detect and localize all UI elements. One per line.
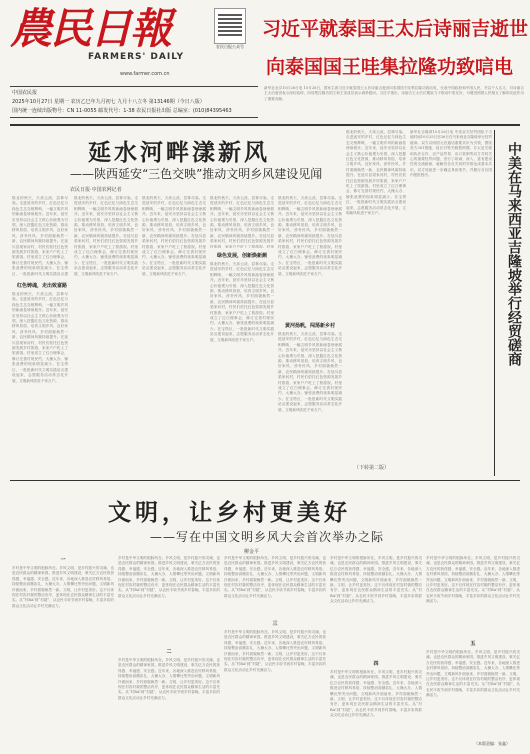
- commentary-text-column: 乡村是中华文明的根脉所在。乡风文明，是乡村振兴的灵魂，也是农民群众的精神家园。推进乡风文明建设，事关亿万农民的获得感、幸福感、安全感。近年来，各地深入推进农村移风易俗，持续整治高额彩礼、大操大办、人情攀比等突出问题，文明新风扑面而来，乡村面貌焕然一新。文明，让乡村更美好。这不仅体现在村容村貌的整洁有序，更体现在农民群众精神生活的丰富充实。从“村BA”到“村超”，从农民丰收节到乡村春晚，丰富多彩的群众文化活动让乡村充满活力。: [426, 556, 520, 604]
- article-text-column: 陕北的秋天，天高云淡，层林尽染。走进延安的乡村，红色记忆与绿色生态交相辉映，一幅文明乡风的新画卷徐徐展开。近年来，延安市坚持以社会主义核心价值观为引领，深入挖掘红色文化资源，推动移风易俗，培育文明乡风、良好家风、淳朴民风，乡村面貌焕然一新，农民精神风貌持续提升。在延川县梁家河村，村民们依托红色资源发展乡村旅游，家家户户吃上了旅游饭。村里成立了红白理事会，修订完善村规民约，大操大办、铺张浪费的现象明显减少。在宝塔区，一批批新时代文明实践站点建: [12, 196, 68, 276]
- commentary-text-column: 乡村是中华文明的根脉所在。乡风文明，是乡村振兴的灵魂，也是农民群众的精神家园。推进乡风文明建设，事关亿万农民的获得感、幸福感、安全感。近年来，各地深入推进农村移风易俗，持续整治高额彩礼、大操大办、人情攀比等突出问题，文明新风扑面而来，乡村面貌焕然一新。文明，让乡村更美好。这不仅体现在村容村貌的整洁有序，更体现在农民群众精神生活的丰富充实。从“村BA”到“村超”，从农民丰收节到乡村春晚，丰富多彩的群众文化活动让乡村充满活力。: [118, 556, 220, 598]
- part-number: 三: [272, 621, 278, 627]
- divider: [494, 130, 495, 476]
- side-story-text: 新华社吉隆坡10月26日电 中美双方经贸团队于当地时间10月25日至26日在马来西亚吉隆坡举行经贸磋商。双方以两国元首通话重要共识为引领，围绕美方301措施、延长对等关税暂停期、芬太尼关税和执法合作、农产品贸易、出口管制等双方共同关心的重要经贸问题，进行了坦诚、深入、富有建设性的交流磋商，就解决各自关切的安排达成基本共识。双方同意进一步确定具体细节，并履行各自国内报批程序。: [410, 130, 492, 178]
- section-heading: 红色铸魂，走出致富路: [16, 283, 67, 289]
- article-text-column: 陕北的秋天，天高云淡，层林尽染。走进延安的乡村，红色记忆与绿色生态交相辉映，一幅文明乡风的新画卷徐徐展开。近年来，延安市坚持以社会主义核心价值观为引领，深入挖掘红色文化资源，推动移风易俗，培育文明乡风、良好家风、淳朴民风，乡村面貌焕然一新，农民精神风貌持续提升。在延川县梁家河村，村民们依托红色资源发展乡村旅游，家家户户吃上了旅游饭。村里: [210, 196, 274, 248]
- continued-note: （下转第二版）: [354, 465, 390, 471]
- issue-info-bar: [10, 86, 258, 118]
- article-text-column: 陕北的秋天，天高云淡，层林尽染。走进延安的乡村，红色记忆与绿色生态交相辉映，一幅文明乡风的新画卷徐徐展开。近年来，延安市坚持以社会主义核心价值观为引领，深入挖掘红色文化资源，推动移风易俗，培育文明乡风、良好家风、淳朴民风，乡村面貌焕然一新，农民精神风貌持续提升。在延川县梁家河村，村民们依托红色资源发展乡村旅游，家家户户吃上了旅游饭。村里成立了红白理事会，修订完善村规民约，大操大办、铺张浪费的现象明显减少。在宝塔区，一批批新时代文明实践站点建设起来，志愿服务活动常态化开展，文明新风吹进千家万户。: [278, 332, 342, 412]
- article-title[interactable]: 延水河畔漾新风: [88, 139, 270, 166]
- commentary-author: 柳金平: [244, 549, 260, 555]
- lead-headline-line1[interactable]: 习近平就泰国王太后诗丽吉逝世: [262, 18, 529, 40]
- article-text-column: 陕北的秋天，天高云淡，层林尽染。走进延安的乡村，红色记忆与绿色生态交相辉映，一幅文明乡风的新画卷徐徐展开。近年来，延安市坚持以社会主义核心价值观为引领，深入挖掘红色文化资源，推动移风易俗，培育文明乡风、良好家风、淳朴民风，乡村面貌焕然一新，农民精神风貌持续提升。在延川县梁家河村，村民们依托红色资源发展乡村旅游，家家户户吃上了旅游饭。村里成立了红白理事会，修订完善村规民约，大操大办、铺张浪费的现象明显减少。在宝塔区，一批批新时代文明实践站点建设起来，志愿服务活动常态化开展，文明新风吹进千家万户。: [142, 196, 206, 276]
- section-heading: 黄河扬帆，闯荡新乡村: [284, 323, 335, 329]
- article-byline: 农民日报·中国农网记者: [70, 187, 122, 193]
- commentary-title[interactable]: 文明，让乡村更美好: [108, 500, 351, 526]
- website-url[interactable]: www.farmer.com.cn: [120, 71, 170, 77]
- issue-publisher-row: 国内统一连续出版物号：CN 11-0055 邮发代号：1-38 农民日报社出版 总编室：(010)84395463: [12, 108, 232, 114]
- commentary-text-column: 乡村是中华文明的根脉所在。乡风文明，是乡村振兴的灵魂，也是农民群众的精神家园。推进乡风文明建设，事关亿万农民的获得感、幸福感、安全感。近年来，各地深入推进农村移风易俗，持续整治高额彩礼、大操大办、人情攀比等突出问题，文明新风扑面而来，乡村面貌焕然一新。文明，让乡村更美好。这不仅体现在村容村貌的整洁有序，更体现在农民群众精神生活的丰富充实。从“村BA”到“村超”，从农民丰收节到乡村春晚，丰富多彩的群众文化活动让乡村充满活力。: [224, 630, 326, 672]
- article-text-column: 陕北的秋天，天高云淡，层林尽染。走进延安的乡村，红色记忆与绿色生态交相辉映，一幅文明乡风的新画卷徐徐展开。近年来，延安市坚持以社会主义核心价值观为引领，深入挖掘红色文化资源，推动移风易俗，培育文明乡风、良好家风、淳朴民风，乡村面貌焕然一新，农民精神风貌持续提升。在延川县梁家河村，村民们依托红色资源发展乡村旅游，家家户户吃上了旅游饭。村里成立了红白理事会，修订完善村规民约，大操大办、铺张浪费的现象明显减少。在宝塔区，一批批新时代文明实践站点建设起来，志愿服务活动常态化开展，文明新风吹进千家万户。: [346, 130, 406, 216]
- qr-code-icon: [214, 8, 246, 44]
- commentary-text-column: 乡村是中华文明的根脉所在。乡风文明，是乡村振兴的灵魂，也是农民群众的精神家园。推进乡风文明建设，事关亿万农民的获得感、幸福感、安全感。近年来，各地深入推进农村移风易俗，持续整治高额彩礼、大操大办、人情攀比等突出问题，文明新风扑面而来，乡村面貌焕然一新。文明，让乡村更美好。这不仅体现在村容村貌的整洁有序，更体现在农民群众精神生活的丰富充实。从“村BA”到“村超”，从农民丰收节到乡村春晚，丰富多彩的群众文化活动让乡村充满活力。: [330, 556, 422, 604]
- qr-label: 农民日报公众号: [216, 44, 244, 49]
- commentary-text-column: 乡村是中华文明的根脉所在。乡风文明，是乡村振兴的灵魂，也是农民群众的精神家园。推进乡风文明建设，事关亿万农民的获得感、幸福感、安全感。近年来，各地深入推进农村移风易俗，持续整治高额彩礼、大操大办、人情攀比等突出问题，文明新风扑面而来，乡村面貌焕然一新。文明，让乡村更美好。这不仅体现在村容村貌的整洁有序，更体现在农民群众精神生活的丰富充实。从“村BA”到“村超”，从农民丰收节到乡村春晚，丰富多彩的群众文化活动让乡村充满活力。: [12, 566, 114, 608]
- article-subtitle: ——陕西延安“三色交映”推动文明乡风建设见闻: [70, 167, 323, 181]
- divider: [10, 124, 520, 126]
- newspaper-logo: 農民日報: [10, 4, 171, 53]
- section-heading: 绿色发展，创新焕新颜: [216, 253, 267, 259]
- side-story-title[interactable]: 中美在马来西亚吉隆坡举行经贸磋商: [506, 142, 522, 366]
- commentary-text-column: 乡村是中华文明的根脉所在。乡风文明，是乡村振兴的灵魂，也是农民群众的精神家园。推进乡风文明建设，事关亿万农民的获得感、幸福感、安全感。近年来，各地深入推进农村移风易俗，持续整治高额彩礼、大操大办、人情攀比等突出问题，文明新风扑面而来，乡村面貌焕然一新。文明，让乡村更美好。这不仅体现在村容村貌的整洁有序，更体现在农民群众精神生活的丰富充实。从“村BA”到“村超”，从农民丰收节到乡村春晚，丰富多彩的群众文化活动让乡村充满活力。: [330, 670, 422, 718]
- article-text-column: 陕北的秋天，天高云淡，层林尽染。走进延安的乡村，红色记忆与绿色生态交相辉映，一幅文明乡风的新画卷徐徐展开。近年来，延安市坚持以社会主义核心价值观为引领，深入挖掘红色文化资源，推动移风易俗，培育文明乡风、良好家风、淳朴民风，乡村面貌焕然一新，农民精神风貌持续提升。在延川县梁家河村，村民们依托红色资源发展乡村旅游，家家户户吃上了旅游饭。村里成立了红白理事会，修订完善村规民约，大操大办、铺张浪费的现象明显减少。在宝塔区，一批批新时代文明实践站点建设起来，志愿服务活动常态化开展，文明新风吹进千家万户。: [278, 196, 342, 276]
- commentary-text-column: 乡村是中华文明的根脉所在。乡风文明，是乡村振兴的灵魂，也是农民群众的精神家园。推进乡风文明建设，事关亿万农民的获得感、幸福感、安全感。近年来，各地深入推进农村移风易俗，持续整治高额彩礼、大操大办、人情攀比等突出问题，文明新风扑面而来，乡村面貌焕然一新。文明，让乡村更美好。这不仅体现在村容村貌的整洁有序，更体现在农民群众精神生活的丰富充实。从“村BA”到“村超”，从农民丰收节到乡村春晚，丰富多彩的群众文化活动让乡村充满活力。: [426, 650, 520, 698]
- lead-story-text: 新华社北京10月26日电 10月26日，国家主席习近平就泰国王太后诗丽吉逝世向泰国国王哇集拉隆功致唁电，代表中国政府和中国人民，并以个人名义，对诗丽吉王太后逝世表示深切哀悼，向哇集拉隆功国王和王室成员表示诚挚慰问。习近平指出，诗丽吉王太后长期致力于推动中泰友好，为增进两国人民相互了解和友谊作出了重要贡献。: [264, 86, 524, 101]
- article-text-column: 陕北的秋天，天高云淡，层林尽染。走进延安的乡村，红色记忆与绿色生态交相辉映，一幅文明乡风的新画卷徐徐展开。近年来，延安市坚持以社会主义核心价值观为引领，深入挖掘红色文化资源，推动移风易俗，培育文明乡风、良好家风、淳朴民风，乡村面貌焕然一新，农民精神风貌持续提升。在延川县梁家河村，村民们依托红色资源发展乡村旅游，家家户户吃上了旅游饭。村里成立了红白理事会，修订完善村规民约，大操大办、铺张浪费的现象明显减少。在宝塔区，一批批新时代文明实践站点建设起来，志愿服务活动常态化开展，文明新风吹进千家万户。: [12, 292, 68, 383]
- page-editor-note: （本版责编：张鑫）: [474, 741, 510, 746]
- english-name: FARMERS' DAILY: [88, 52, 185, 62]
- part-number: 二: [166, 649, 172, 655]
- part-number: 四: [373, 661, 379, 667]
- divider: [10, 480, 520, 481]
- issue-date-row: 2025年10月27日 星期一 农历乙巳年九月初七 九月十八立冬 第13146期（今日八版）: [12, 99, 205, 105]
- commentary-text-column: 乡村是中华文明的根脉所在。乡风文明，是乡村振兴的灵魂，也是农民群众的精神家园。推进乡风文明建设，事关亿万农民的获得感、幸福感、安全感。近年来，各地深入推进农村移风易俗，持续整治高额彩礼、大操大办、人情攀比等突出问题，文明新风扑面而来，乡村面貌焕然一新。文明，让乡村更美好。这不仅体现在村容村貌的整洁有序，更体现在农民群众精神生活的丰富充实。从“村BA”到“村超”，从农民丰收节到乡村春晚，丰富多彩的群众文化活动让乡村充满活力。: [118, 658, 220, 700]
- part-number: 一: [60, 557, 66, 563]
- article-text-column: 陕北的秋天，天高云淡，层林尽染。走进延安的乡村，红色记忆与绿色生态交相辉映，一幅文明乡风的新画卷徐徐展开。近年来，延安市坚持以社会主义核心价值观为引领，深入挖掘红色文化资源，推动移风易俗，培育文明乡风、良好家风、淳朴民风，乡村面貌焕然一新，农民精神风貌持续提升。在延川县梁家河村，村民们依托红色资源发展乡村旅游，家家户户吃上了旅游饭。村里成立了红白理事会，修订完善村规民约，大操大办、铺张浪费的现象明显减少。在宝塔区，一批批新时代文明实践站点建设起来，志愿服务活动常态化开展，文明新风吹进千家万户。: [210, 262, 274, 342]
- commentary-subtitle: ——写在中国文明乡风大会首次举办之际: [150, 530, 385, 544]
- part-number: 五: [470, 641, 476, 647]
- issue-info-row: 中国农民报: [12, 90, 38, 96]
- article-text-column: 陕北的秋天，天高云淡，层林尽染。走进延安的乡村，红色记忆与绿色生态交相辉映，一幅文明乡风的新画卷徐徐展开。近年来，延安市坚持以社会主义核心价值观为引领，深入挖掘红色文化资源，推动移风易俗，培育文明乡风、良好家风、淳朴民风，乡村面貌焕然一新，农民精神风貌持续提升。在延川县梁家河村，村民们依托红色资源发展乡村旅游，家家户户吃上了旅游饭。村里成立了红白理事会，修订完善村规民约，大操大办、铺张浪费的现象明显减少。在宝塔区，一批批新时代文明实践站点建设起来，志愿服务活动常态化开展，文明新风吹进千家万户。: [74, 196, 138, 276]
- lead-headline-line2[interactable]: 向泰国国王哇集拉隆功致唁电: [266, 56, 514, 78]
- commentary-text-column: 乡村是中华文明的根脉所在。乡风文明，是乡村振兴的灵魂，也是农民群众的精神家园。推进乡风文明建设，事关亿万农民的获得感、幸福感、安全感。近年来，各地深入推进农村移风易俗，持续整治高额彩礼、大操大办、人情攀比等突出问题，文明新风扑面而来，乡村面貌焕然一新。文明，让乡村更美好。这不仅体现在村容村貌的整洁有序，更体现在农民群众精神生活的丰富充实。从“村BA”到“村超”，从农民丰收节到乡村春晚，丰富多彩的群众文化活动让乡村充满活力。: [224, 556, 326, 598]
